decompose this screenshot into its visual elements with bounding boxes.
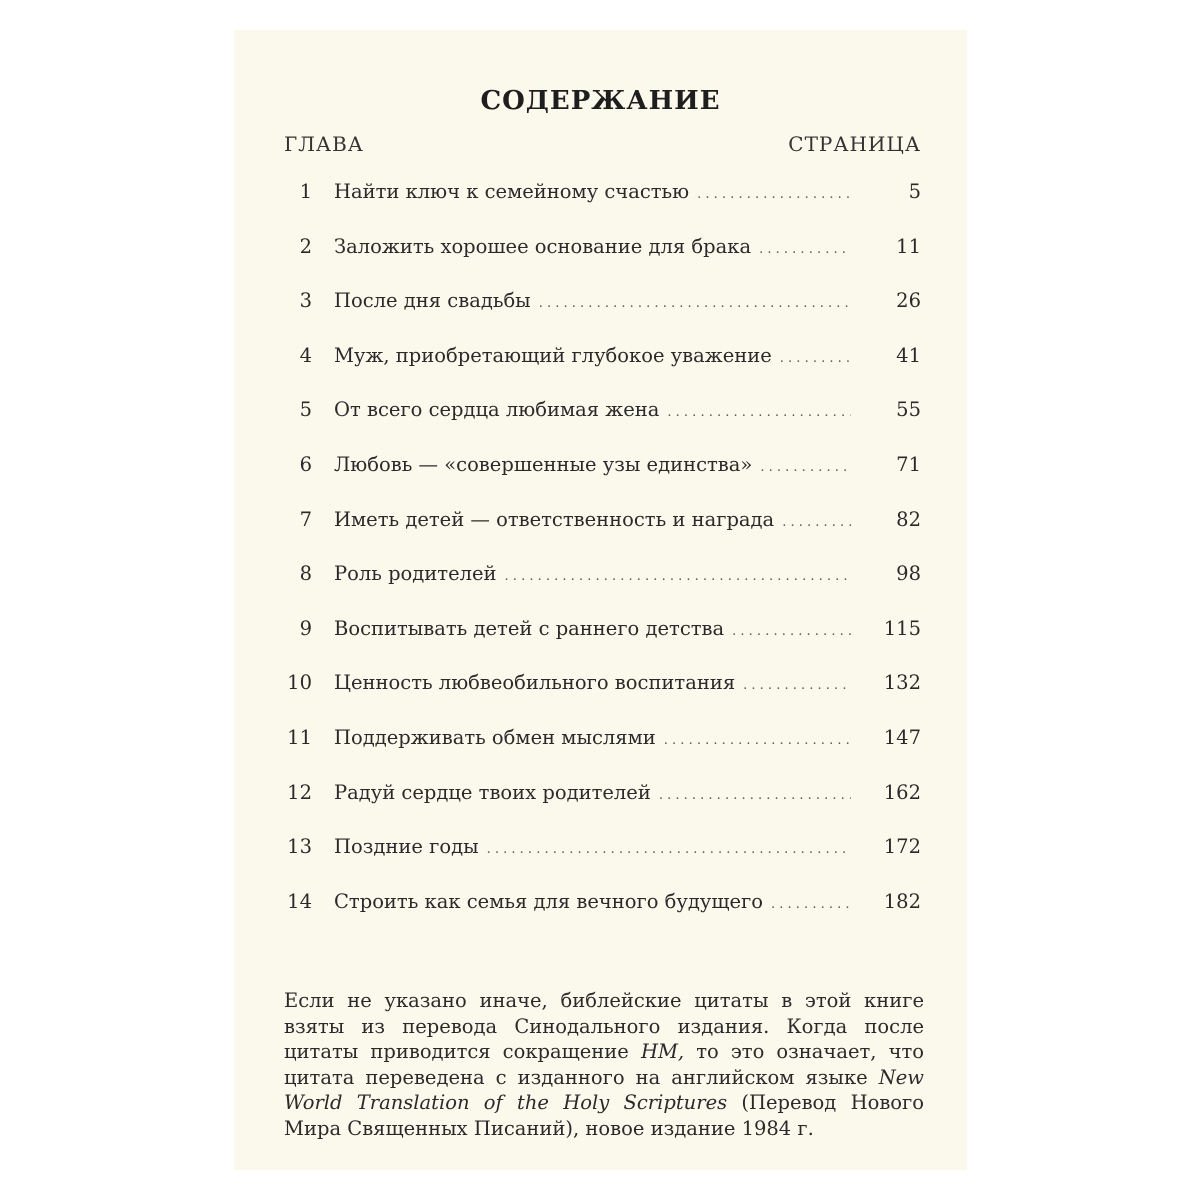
toc-row [234, 559, 967, 614]
chapter-title: После дня свадьбы [334, 289, 539, 312]
book-page [234, 30, 967, 1170]
chapter-number: 7 [299, 507, 312, 531]
chapter-page: 82 [896, 507, 921, 531]
chapter-title: Поддерживать обмен мыслями [334, 726, 664, 749]
chapter-title: Роль родителей [334, 562, 505, 585]
note-text-2: то это означает, что цитата переведена с изданного на английском языке [284, 1040, 924, 1089]
chapter-page: 162 [883, 780, 921, 804]
chapter-page: 147 [883, 725, 921, 749]
toc-row [234, 450, 967, 505]
chapter-title: Строить как семья для вечного будущего [334, 890, 771, 913]
chapter-title: Заложить хорошее основание для брака [334, 235, 759, 258]
chapter-title: Радуй сердце твоих родителей [334, 781, 659, 804]
chapter-title: Муж, приобретающий глубокое уважение [334, 344, 780, 367]
chapter-number: 13 [287, 835, 312, 859]
chapter-number: 14 [287, 889, 312, 913]
chapter-page: 182 [883, 889, 921, 913]
toc-row [234, 341, 967, 396]
toc-row [234, 395, 967, 450]
chapter-number: 2 [299, 234, 312, 258]
toc-row [234, 177, 967, 232]
toc-row [234, 286, 967, 341]
translation-note [284, 988, 924, 1142]
toc-row [234, 614, 967, 669]
chapter-column-header: ГЛАВА [284, 132, 364, 156]
note-text-3: (Перевод Нового Мира Священных Писаний), новое издание 1984 г. [284, 1091, 924, 1140]
chapter-number: 9 [299, 616, 312, 640]
chapter-title: Иметь детей — ответственность и награда [334, 508, 782, 531]
toc-row [234, 887, 967, 942]
table-of-contents [234, 177, 967, 941]
chapter-page: 5 [908, 180, 921, 203]
chapter-page: 98 [896, 562, 921, 586]
chapter-page: 115 [883, 616, 921, 640]
chapter-number: 6 [299, 452, 312, 476]
chapter-title: Воспитывать детей с раннего детства [334, 617, 732, 640]
chapter-number: 5 [299, 398, 312, 422]
chapter-number: 1 [299, 180, 312, 203]
toc-row [234, 778, 967, 833]
toc-row [234, 832, 967, 887]
toc-row [234, 723, 967, 778]
note-book-title: New World Translation of the Holy Scriptures [284, 1065, 924, 1115]
chapter-title: Любовь — «совершенные узы единства» [334, 453, 760, 476]
chapter-title: Найти ключ к семейному счастью [334, 180, 697, 203]
note-abbreviation: НМ, [640, 1040, 685, 1064]
toc-row [234, 668, 967, 723]
chapter-page: 41 [896, 343, 921, 367]
chapter-number: 3 [299, 289, 312, 313]
chapter-title: Ценность любвеобильного воспитания [334, 671, 743, 694]
chapter-number: 4 [299, 343, 312, 367]
chapter-number: 10 [287, 671, 312, 695]
chapter-number: 11 [287, 725, 312, 749]
page-column-header: СТРАНИЦА [788, 132, 921, 156]
chapter-page: 172 [883, 835, 921, 859]
page-title: СОДЕРЖАНИЕ [480, 86, 721, 116]
chapter-page: 71 [896, 452, 921, 476]
chapter-title: От всего сердца любимая жена [334, 398, 667, 421]
chapter-page: 26 [896, 289, 921, 313]
chapter-page: 132 [883, 671, 921, 695]
chapter-title: Поздние годы [334, 835, 487, 858]
chapter-number: 12 [287, 780, 312, 804]
chapter-page: 55 [896, 398, 921, 422]
chapter-page: 11 [896, 234, 921, 258]
toc-row [234, 232, 967, 287]
note-text-1: Если не указано иначе, библейские цитаты в этой книге взяты из перевода Синодального издания. Когда после цитаты приводится сокращение [284, 989, 924, 1064]
toc-row [234, 505, 967, 560]
chapter-number: 8 [299, 562, 312, 586]
